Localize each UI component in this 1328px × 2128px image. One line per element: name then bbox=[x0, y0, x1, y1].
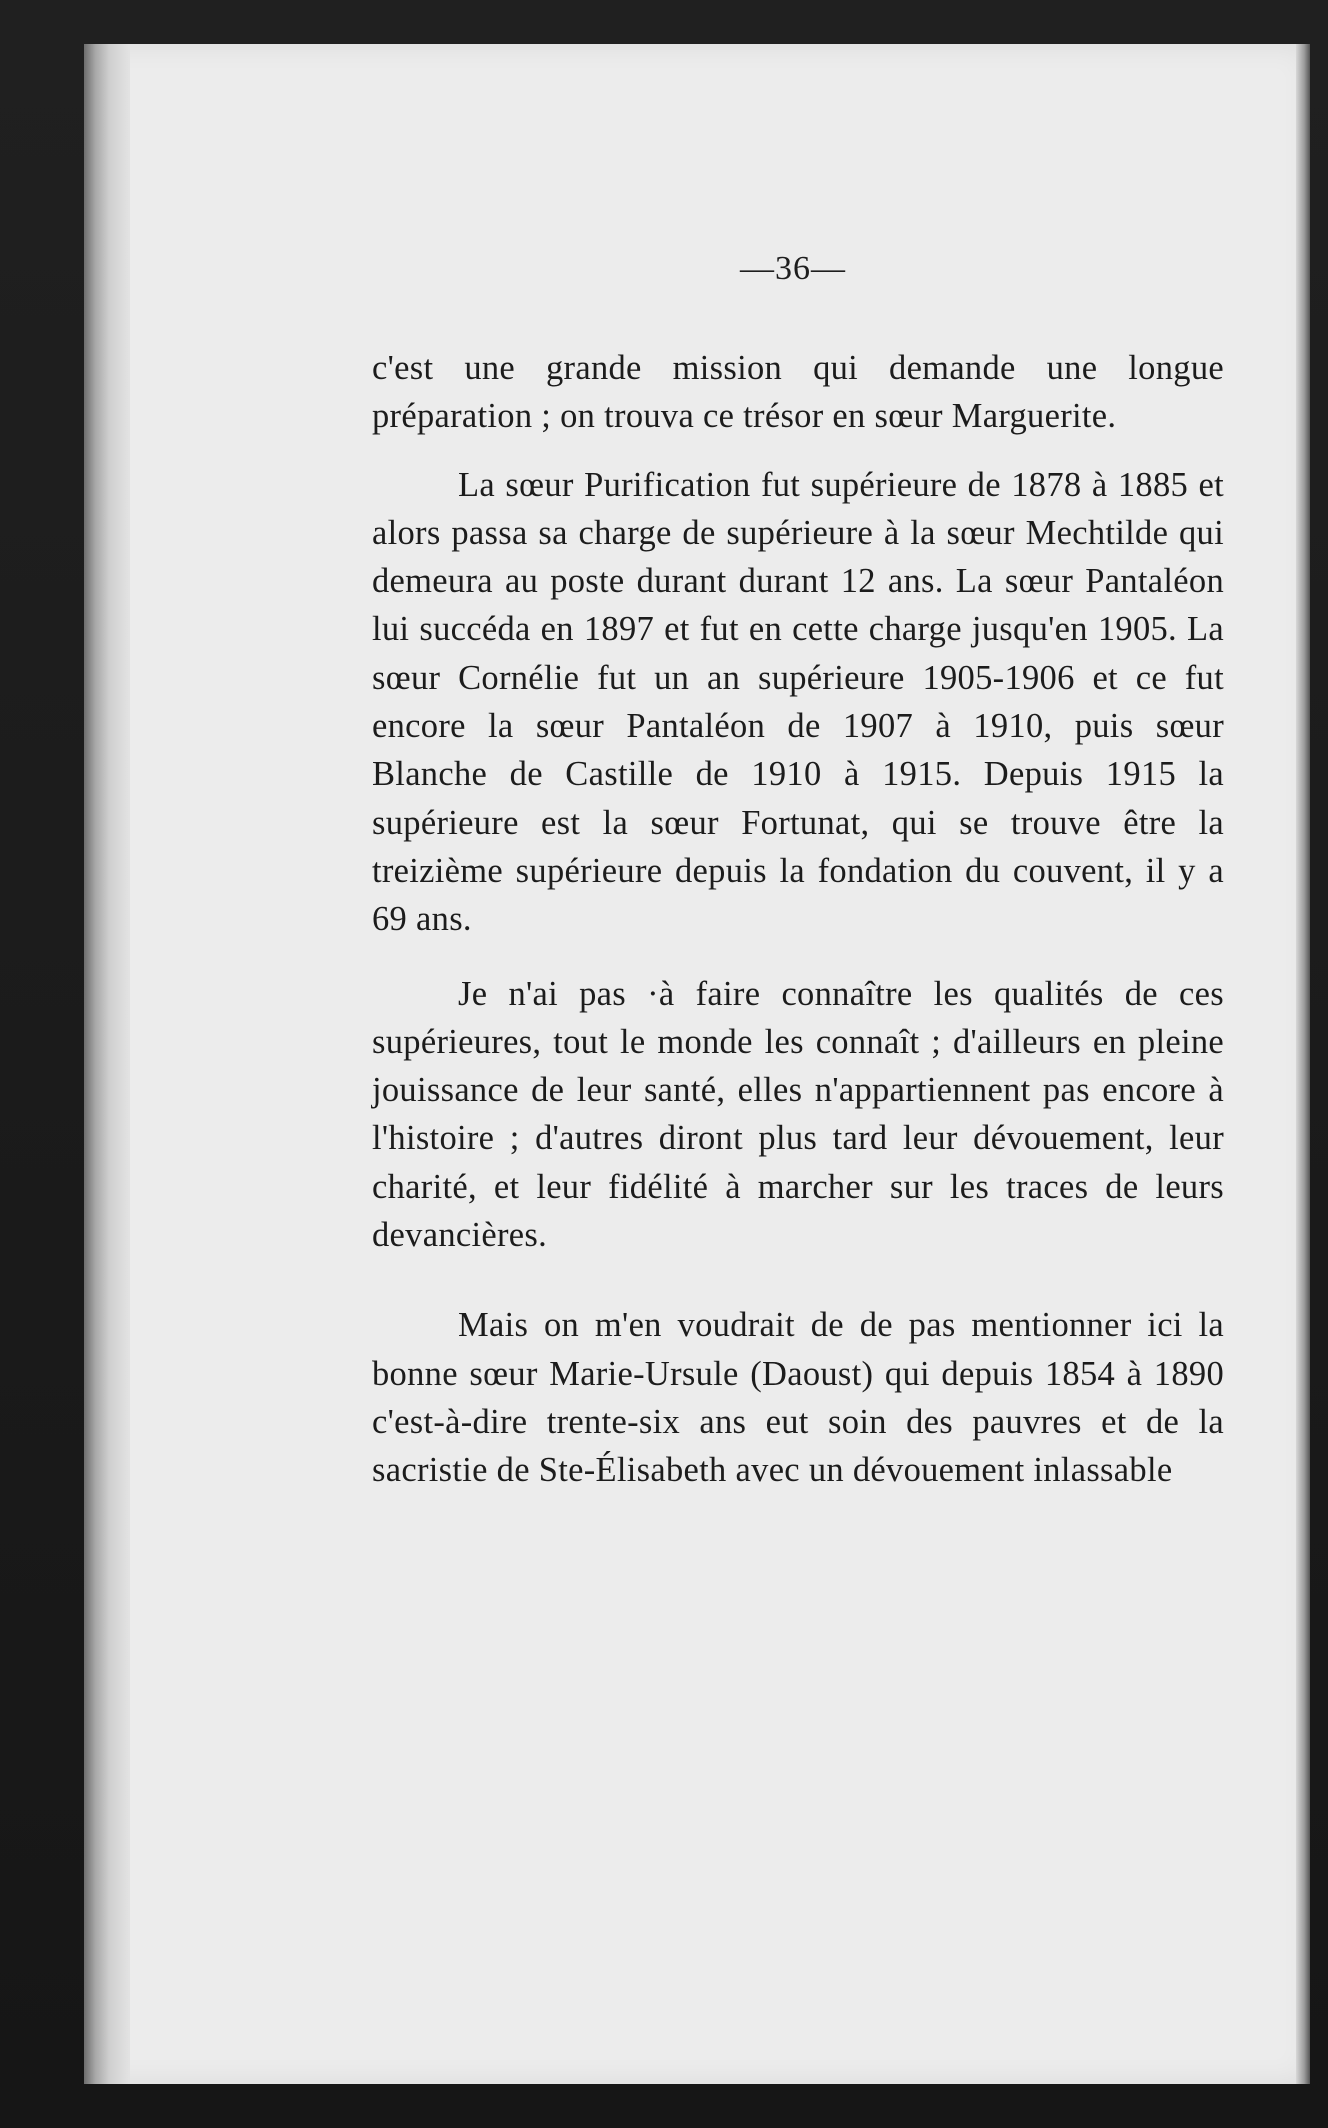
paragraph-superiors: La sœur Purification fut supérieure de 1878 à 1885 et alors passa sa charge de supérieure à la sœur Mechtilde qui demeura au poste durant durant 12 ans. La sœur Pantaléon lui succéda en 1897 et fut en cette charge jusqu'en 1905. La sœur Cornélie fut un an supérieure 1905-1906 et ce fut encore la sœur Pantaléon de 1907 à 1910, puis sœur Blanche de Castille de 1910 à 1915. Depuis 1915 la supérieure est la sœur Fortunat, qui se trouve être la treizième supérieure depuis la fondation du couvent, il y a 69 ans. bbox=[372, 465, 1224, 939]
page-number: —36— bbox=[740, 250, 846, 287]
body-text bbox=[372, 344, 1224, 1495]
paragraph-qualities: Je n'ai pas ·à faire connaître les qualités de ces supérieures, tout le monde les connaît ; d'ailleurs en pleine jouissance de leur santé, elles n'appartiennent pas encore à l'histoire ; d'autres diront plus tard leur dévouement, leur charité, et leur fidélité à marcher sur les traces de leurs devancières. bbox=[372, 974, 1224, 1255]
page-outer-edge bbox=[1296, 44, 1310, 2084]
paragraph-continuation: c'est une grande mission qui demande une longue préparation ; on trouva ce trésor en sœur Marguerite. bbox=[372, 349, 1224, 436]
page-binding-edge bbox=[84, 44, 130, 2084]
paragraph-marie-ursule: Mais on m'en voudrait de de pas mentionner ici la bonne sœur Marie-Ursule (Daoust) qui depuis 1854 à 1890 c'est-à-dire trente-six ans eut soin des pauvres et de la sacristie de Ste-Élisabeth avec un dévouement inlassable bbox=[372, 1306, 1224, 1490]
